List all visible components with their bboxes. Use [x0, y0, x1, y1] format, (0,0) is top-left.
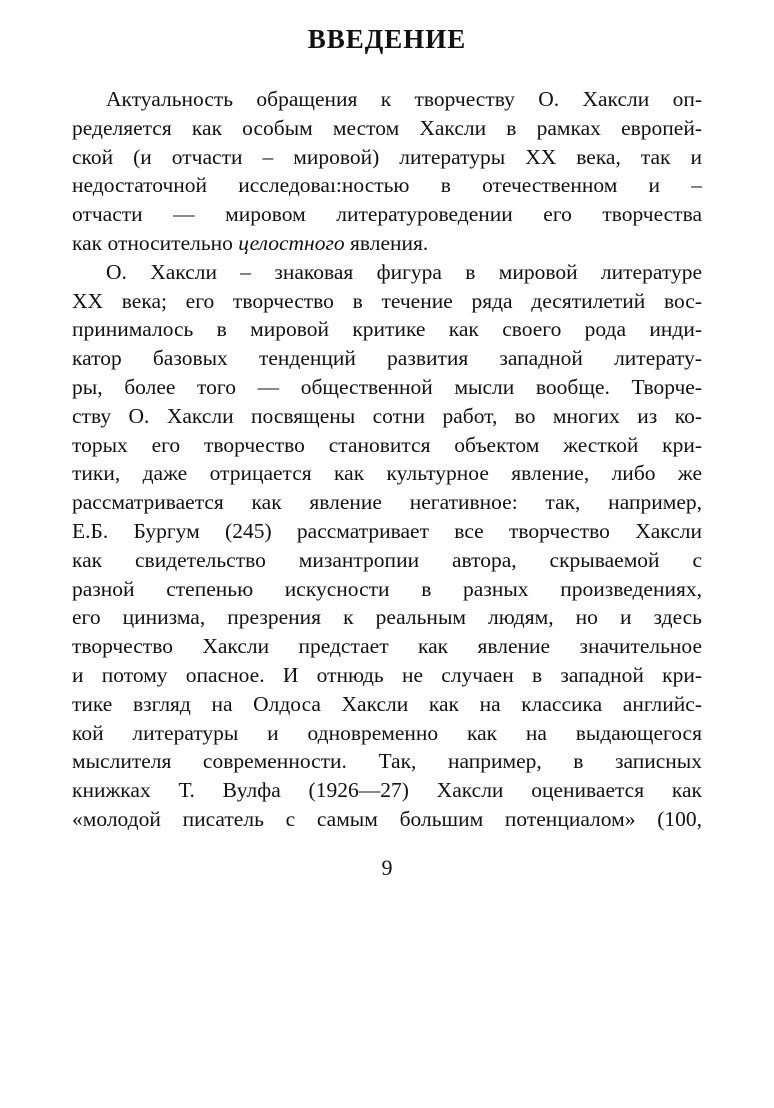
paragraph-2-line: тики, даже отрицается как культурное явление, либо же	[72, 461, 702, 486]
paragraph-2-line: разной степенью искусности в разных произведениях,	[72, 576, 702, 601]
paragraph-2-line: торых его творчество становится объектом жесткой кри-	[72, 432, 702, 457]
paragraph-2-line: тике взгляд на Олдоса Хаксли как на классика английс-	[72, 691, 702, 716]
paragraph-2-line: Е.Б. Бургум (245) рассматривает все творчество Хаксли	[72, 518, 702, 543]
paragraph-2-line: рассматривается как явление негативное: так, например,	[72, 490, 702, 515]
paragraph-2-line: О. Хаксли – знаковая фигура в мировой литературе	[106, 259, 702, 284]
page-title: ВВЕДЕНИЕ	[307, 24, 467, 54]
body-text	[72, 85, 702, 834]
paragraph-2-line: кой литературы и одновременно как на выдающегося	[72, 720, 702, 745]
paragraph-2-line: катор базовых тенденций развития западной литерату-	[72, 346, 702, 371]
paragraph-1-last-line	[72, 229, 702, 258]
paragraph-1-last-line-end: явления.	[344, 230, 429, 255]
paragraph-2-line: и потому опасное. И отнюдь не случаен в западной кри-	[72, 662, 702, 687]
paragraph-2-line: ству О. Хаксли посвящены сотни работ, во многих из ко-	[72, 403, 702, 428]
paragraph-2-line: мыслителя современности. Так, например, в записных	[72, 749, 702, 774]
paragraph-2-line: как свидетельство мизантропии автора, скрываемой с	[72, 547, 702, 572]
paragraph-1-line: ской (и отчасти – мировой) литературы XX века, так и	[72, 144, 702, 169]
paragraph-1-last-line-start: как относительно	[72, 230, 239, 255]
paragraph-2-line: «молодой писатель с самым большим потенциалом» (100,	[72, 806, 702, 831]
paragraph-2-line: книжках Т. Вулфа (1926—27) Хаксли оценивается как	[72, 778, 702, 803]
emphasized-word: целостного	[238, 230, 345, 255]
page-number: 9	[381, 855, 393, 880]
paragraph-2-line: принималось в мировой критике как своего рода инди-	[72, 317, 702, 342]
paragraph-1-line: недостаточной исследоваı:ностью в отечественном и –	[72, 173, 702, 198]
paragraph-2-line: XX века; его творчество в течение ряда десятилетий вос-	[72, 288, 702, 313]
paragraph-2-line: его цинизма, презрения к реальным людям, но и здесь	[72, 605, 702, 630]
paragraph-1-line: Актуальность обращения к творчеству О. Хаксли оп-	[106, 87, 702, 111]
paragraph-1-line: отчасти — мировом литературоведении его творчества	[72, 202, 702, 227]
paragraph-1-line: ределяется как особым местом Хаксли в рамках европей-	[72, 115, 702, 140]
paragraph-2-line: ры, более того — общественной мысли вообще. Творче-	[72, 374, 702, 399]
paragraph-2-line: творчество Хаксли предстает как явление значительное	[72, 634, 702, 659]
